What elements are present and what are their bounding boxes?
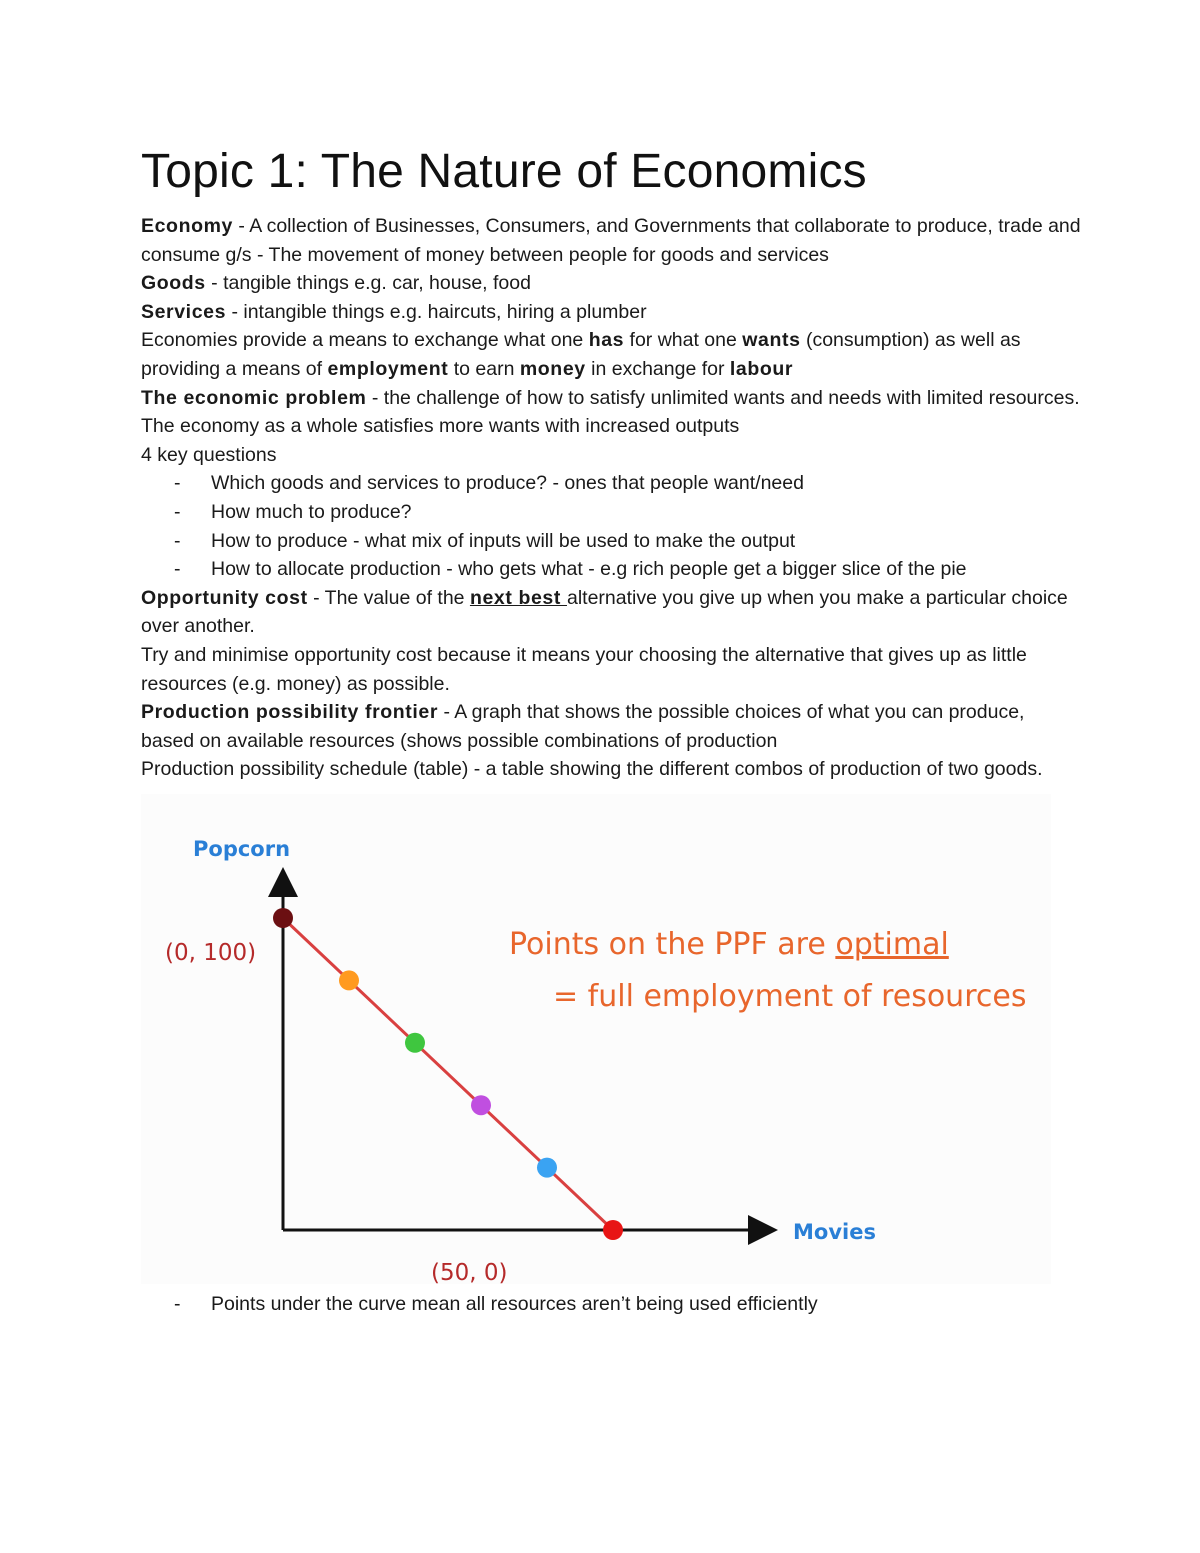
exchange-bold-labour: labour	[729, 357, 794, 380]
term-ppf: Production possibility frontier	[141, 701, 439, 724]
dash-marker: -	[174, 1292, 181, 1315]
document-page	[141, 140, 1081, 1318]
economy-whole-text: The economy as a whole satisfies more wants with increased outputs	[141, 415, 740, 438]
under-curve-text: Points under the curve mean all resources aren’t being used efficiently	[211, 1292, 818, 1315]
key-questions-list	[141, 469, 1081, 583]
ppf-point-0	[273, 908, 293, 928]
exchange-text-4: to earn	[448, 357, 520, 380]
exchange-text-2: for what one	[624, 329, 743, 352]
ppf-point-4	[537, 1157, 557, 1177]
ppf-point-2	[405, 1033, 425, 1053]
point-label-top: (0, 100)	[165, 939, 257, 966]
economic-problem-text: - the challenge of how to satisfy unlimited wants and needs with limited resources.	[366, 386, 1080, 409]
schedule-text: Production possibility schedule (table) - a table showing the different combos of production of two goods.	[141, 758, 1043, 781]
term-economic-problem: The economic problem	[141, 386, 367, 409]
x-axis-label: Movies	[793, 1219, 876, 1244]
ppf-definition	[141, 698, 1081, 755]
point-label-bottom: (50, 0)	[431, 1259, 508, 1284]
annotation-line-2: = full employment of resources	[553, 978, 1027, 1014]
ppf-point-1	[339, 970, 359, 990]
list-item	[141, 469, 1081, 498]
exchange-bold-money: money	[519, 357, 586, 380]
ppf-text: - A graph that shows the possible choices of what you can produce, based on available resources (shows possible combinations of production	[141, 701, 1025, 752]
economic-problem-definition	[141, 384, 1081, 413]
exchange-text-1: Economies provide a means to exchange what one	[141, 329, 589, 352]
opportunity-cost-definition	[141, 584, 1081, 641]
term-economy: Economy	[141, 215, 233, 237]
opportunity-text-1: - The value of the	[307, 586, 470, 609]
annotation-line-1	[509, 927, 949, 962]
notes-body	[141, 212, 1081, 784]
exchange-bold-employment: employment	[327, 357, 449, 380]
key-questions-heading: 4 key questions	[141, 443, 277, 466]
goods-text: - tangible things e.g. car, house, food	[205, 272, 531, 295]
dash-marker: -	[174, 558, 181, 581]
page-title: Topic 1: The Nature of Economics	[141, 145, 867, 198]
term-services: Services	[141, 300, 227, 323]
after-chart-list	[141, 1290, 1081, 1319]
services-text: - intangible things e.g. haircuts, hiring a plumber	[226, 300, 647, 323]
exchange-bold-wants: wants	[742, 329, 801, 352]
exchange-text-5: in exchange for	[585, 357, 730, 380]
key-question-text: Which goods and services to produce? - ones that people want/need	[211, 472, 804, 495]
list-item	[141, 498, 1081, 527]
annotation-text: Points on the PPF are	[509, 926, 836, 962]
list-item	[141, 555, 1081, 584]
dash-marker: -	[174, 529, 181, 552]
exchange-bold-has: has	[588, 329, 625, 352]
term-goods: Goods	[141, 272, 206, 295]
ppf-point-5	[603, 1220, 623, 1240]
term-opportunity-cost: Opportunity cost	[141, 586, 308, 609]
dash-marker: -	[174, 472, 181, 495]
exchange-paragraph	[141, 326, 1081, 383]
opportunity-next-best: next best	[469, 586, 567, 609]
opportunity-text-2: alternative you give up when you make a particular choice over another.	[141, 586, 1068, 638]
key-question-text: How to produce - what mix of inputs will be used to make the output	[211, 529, 796, 552]
economy-definition	[141, 212, 1081, 269]
y-axis-label: Popcorn	[193, 836, 291, 861]
ppf-point-3	[471, 1095, 491, 1115]
ppf-chart-svg	[141, 794, 1051, 1284]
minimise-text: Try and minimise opportunity cost because it means your choosing the alternative that gives up as little resources (e.g. money) as possible.	[141, 643, 1027, 695]
services-definition	[141, 298, 1081, 327]
exchange-text-3: (consumption) as well as providing a means of	[141, 329, 1021, 380]
goods-definition	[141, 269, 1081, 298]
ppf-line	[283, 918, 613, 1230]
dash-marker: -	[174, 500, 181, 523]
after-chart-notes	[141, 1290, 1081, 1319]
annotation-underlined: optimal	[835, 926, 949, 962]
list-item	[141, 527, 1081, 556]
list-item	[141, 1290, 1081, 1319]
economy-text: - A collection of Businesses, Consumers, and Governments that collaborate to produce, trade and consume g/s - The movement of money between people for goods and services	[141, 215, 1081, 266]
ppf-chart	[141, 794, 1051, 1284]
key-question-text: How to allocate production - who gets what - e.g rich people get a bigger slice of the pie	[211, 558, 967, 581]
key-question-text: How much to produce?	[211, 500, 412, 523]
